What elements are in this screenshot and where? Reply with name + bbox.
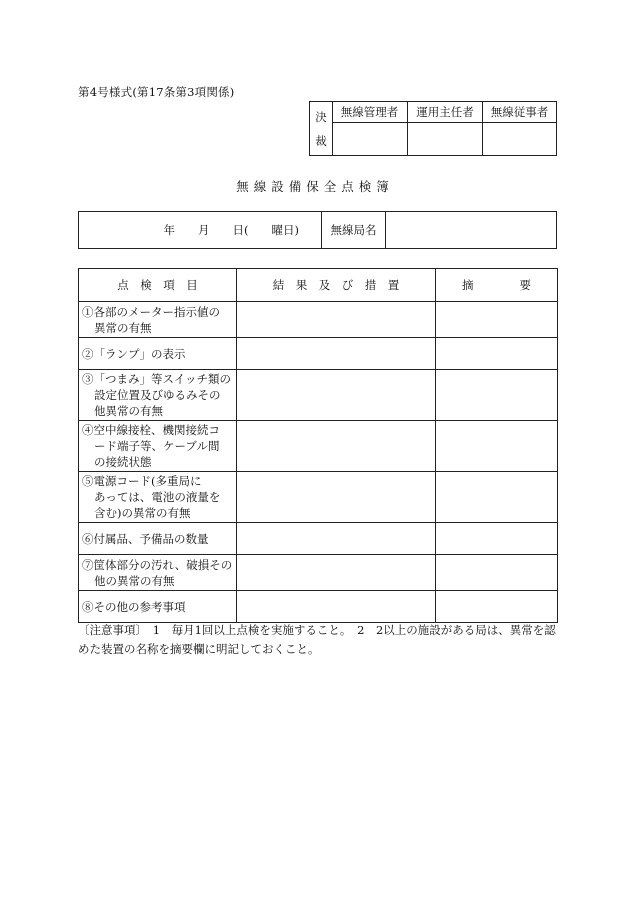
table-row — [79, 591, 558, 623]
approval-column-manager — [332, 102, 408, 155]
inspection-item — [79, 523, 237, 555]
inspection-item — [79, 421, 237, 472]
approval-label-top: 決 — [315, 109, 327, 124]
remarks-cell[interactable] — [436, 472, 558, 523]
result-cell[interactable] — [237, 370, 436, 421]
item-line: ⑦筐体部分の汚れ、破損その — [82, 557, 233, 572]
station-name-field[interactable] — [385, 212, 556, 248]
approval-label — [310, 102, 333, 155]
result-cell[interactable] — [237, 472, 436, 523]
item-line: ①各部のメーター指示値の — [82, 304, 220, 319]
approval-column-operator — [483, 102, 556, 155]
remarks-cell[interactable] — [436, 555, 558, 591]
approval-role-chief: 運用主任者 — [408, 102, 482, 123]
item-line: 他異常の有無 — [94, 404, 163, 418]
item-line: 含む)の異常の有無 — [94, 506, 191, 520]
result-cell[interactable] — [237, 523, 436, 555]
page-title: 無線設備保全点検簿 — [236, 179, 394, 194]
item-line: ③「つまみ」等スイッチ類の — [82, 372, 232, 386]
item-line: ⑧その他の参考事項 — [82, 599, 186, 614]
form-number: 第4号様式(第17条第3項関係) — [78, 85, 235, 99]
date-field[interactable]: 年 月 日( 曜日) — [79, 212, 322, 248]
item-line: 他の異常の有無 — [94, 573, 175, 588]
result-cell[interactable] — [237, 421, 436, 472]
item-line: 異常の有無 — [94, 320, 152, 335]
approval-box — [309, 101, 557, 156]
table-row — [79, 338, 558, 370]
result-cell[interactable] — [237, 555, 436, 591]
remarks-cell[interactable] — [436, 370, 558, 421]
item-line: ⑥付属品、予備品の数量 — [82, 531, 209, 546]
result-cell[interactable] — [237, 591, 436, 623]
result-cell[interactable] — [237, 338, 436, 370]
item-line: ード端子等、ケーブル間 — [94, 439, 220, 453]
header-remarks: 摘 要 — [436, 269, 558, 302]
table-row — [79, 523, 558, 555]
table-row — [79, 302, 558, 338]
item-line: 設定位置及びゆるみその — [94, 388, 221, 402]
item-line: の接続状態 — [94, 455, 152, 469]
inspection-table — [78, 268, 558, 623]
table-row — [79, 472, 558, 523]
approval-label-bottom: 裁 — [315, 133, 327, 148]
inspection-item — [79, 555, 237, 591]
item-line: ②「ランプ」の表示 — [82, 346, 186, 361]
station-name-label: 無線局名 — [322, 212, 386, 248]
date-station-row — [78, 211, 557, 249]
item-line: ⑤電源コード(多重局に — [82, 474, 202, 488]
inspection-item — [79, 338, 237, 370]
item-line: ④空中線接栓、機関接続コ — [82, 423, 220, 437]
inspection-item — [79, 302, 237, 338]
header-inspection-item: 点 検 項 目 — [79, 269, 237, 302]
approval-role-operator: 無線従事者 — [483, 102, 556, 123]
header-result-action: 結 果 及 び 措 置 — [237, 269, 436, 302]
remarks-cell[interactable] — [436, 302, 558, 338]
inspection-item — [79, 472, 237, 523]
remarks-cell[interactable] — [436, 591, 558, 623]
remarks-cell[interactable] — [436, 421, 558, 472]
inspection-item — [79, 591, 237, 623]
approval-column-chief — [408, 102, 483, 155]
item-line: あっては、電池の液量を — [94, 490, 221, 504]
table-row — [79, 421, 558, 472]
inspection-item — [79, 370, 237, 421]
remarks-cell[interactable] — [436, 523, 558, 555]
table-row — [79, 370, 558, 421]
table-row — [79, 555, 558, 591]
notes: 〔注意事項〕 1 毎月1回以上点検を実施すること。 2 2以上の施設がある局は、異常を認めた装置の名称を摘要欄に明記しておくこと。 — [78, 623, 556, 656]
result-cell[interactable] — [237, 302, 436, 338]
approval-role-manager: 無線管理者 — [332, 102, 407, 123]
remarks-cell[interactable] — [436, 338, 558, 370]
table-header-row — [79, 269, 558, 302]
